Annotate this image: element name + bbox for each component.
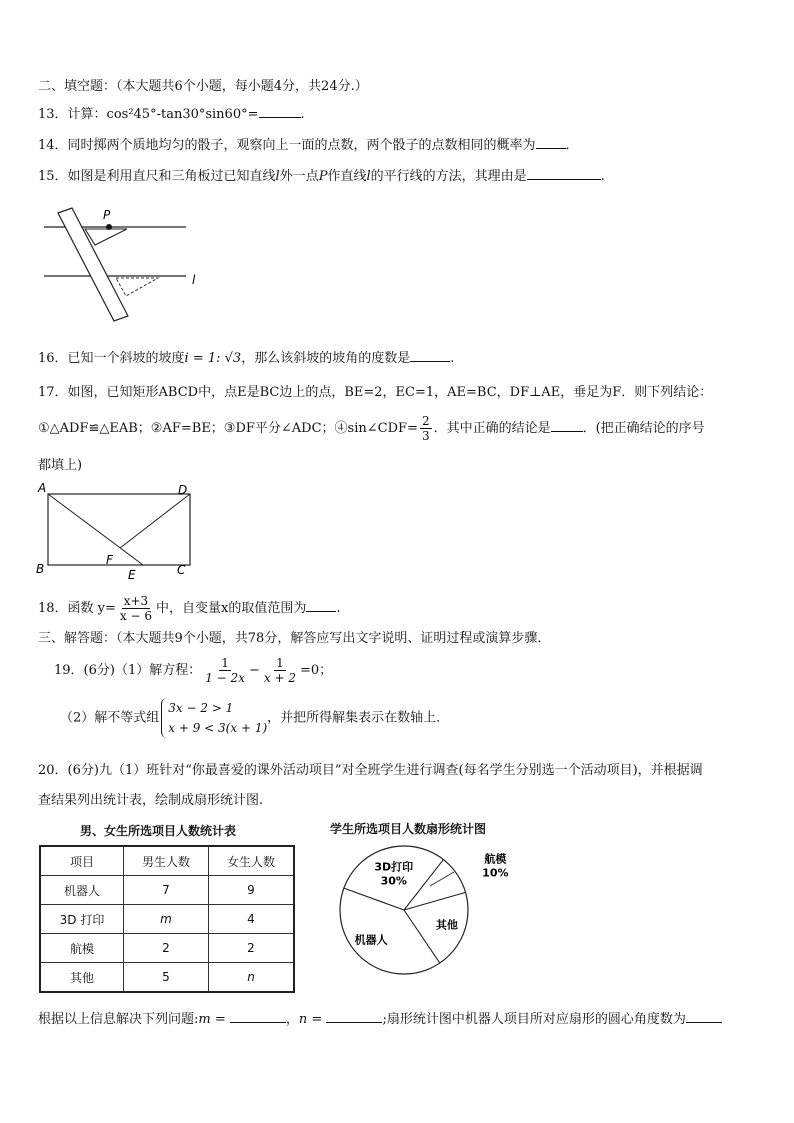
question-17-line2: ①△ADF≌△EAB；②AF=BE；③DF平分∠ADC；④sin∠CDF= $\frac{2}{3}$ ．其中正确的结论是 ．(把正确结论的序号 — [38, 414, 705, 443]
table-row — [40, 905, 294, 934]
label-e: E — [128, 568, 136, 582]
triangle-lower — [116, 278, 158, 296]
answer-blank — [686, 1009, 722, 1023]
ruler-triangle-figure — [40, 200, 210, 325]
chart-title: 学生所选项目人数扇形统计图 — [330, 822, 487, 836]
slice-label: 3D打印 — [374, 860, 414, 874]
table-cell: 3D 打印 — [40, 905, 124, 934]
table-cell: n — [209, 963, 295, 993]
segment-ae — [48, 494, 143, 565]
slice-percent-label: 30% — [380, 874, 407, 888]
table-cell: 4 — [209, 905, 295, 934]
table-cell: 9 — [209, 876, 295, 905]
slice-label: 航模 — [484, 852, 507, 866]
label-b: B — [36, 562, 45, 576]
rectangle — [48, 494, 190, 565]
question-20-line2: 查结果列出统计表，绘制成扇形统计图. — [38, 793, 264, 808]
answer-blank — [551, 418, 583, 432]
section-3-header: 三、解答题：（本大题共9个小题，共78分，解答应写出文字说明、证明过程或演算步骤． — [38, 631, 551, 646]
question-14: 14．同时掷两个质地均匀的骰子，观察向上一面的点数，两个骰子的点数相同的概率为 ． — [38, 135, 579, 155]
question-17-line3: 都填上) — [38, 458, 83, 473]
answer-blank — [527, 166, 601, 180]
question-19-part2: （2）解不等式组3x − 2 > 1 x + 9 < 3(x + 1)，并把所得解集表示在数轴上． — [60, 698, 449, 738]
question-13: 13．计算：cos²45°-tan30°sin60°= . — [38, 104, 305, 124]
table-cell: 机器人 — [40, 876, 124, 905]
label-p: P — [103, 208, 111, 222]
table-row — [40, 963, 294, 993]
table-cell: 航模 — [40, 934, 124, 963]
label-a: A — [38, 481, 47, 495]
table-header-row — [40, 846, 294, 876]
table-row — [40, 876, 294, 905]
table-row — [40, 934, 294, 963]
column-header: 女生人数 — [209, 846, 295, 876]
triangle-upper — [85, 229, 127, 245]
label-c: C — [177, 563, 186, 577]
answer-blank — [259, 104, 301, 118]
table-cell: 2 — [124, 934, 209, 963]
fraction: $\frac{2}{3}$ — [421, 414, 430, 443]
question-20-final: 根据以上信息解决下列问题:m = ，n = ;扇形统计图中机器人项目所对应扇形的圆心角度数为 — [38, 1009, 722, 1029]
question-16: 16．已知一个斜坡的坡度i = 1: √3，那么该斜坡的坡角的度数是 . — [38, 348, 454, 368]
answer-blank — [230, 1009, 286, 1023]
ruler-shape — [58, 208, 128, 321]
rectangle-abcd-figure — [36, 480, 196, 582]
column-header: 项目 — [40, 846, 124, 876]
label-l: l — [192, 273, 196, 287]
table-cell: 5 — [124, 963, 209, 993]
question-17-line1: 17．如图，已知矩形ABCD中，点E是BC边上的点，BE=2，EC=1，AE=BC，DF⊥AE，垂足为F．则下列结论： — [38, 385, 713, 400]
slice-label: 机器人 — [354, 933, 388, 947]
table-cell: 2 — [209, 934, 295, 963]
answer-blank — [536, 135, 566, 149]
pie-chart — [330, 836, 509, 986]
answer-blank — [410, 348, 450, 362]
question-18: 18．函数 y= $\frac{x+3}{x - 6}$ 中，自变量x的取值范围为 . — [38, 594, 341, 623]
question-15: 15．如图是利用直尺和三角板过已知直线l外一点P作直线l的平行线的方法，其理由是 . — [38, 166, 605, 186]
inequality-system: 3x − 2 > 1 x + 9 < 3(x + 1) — [161, 698, 267, 738]
fraction: $\frac{1}{x + 2}$ — [263, 656, 296, 685]
section-2-header: 二、填空题：（本大题共6个小题，每小题4分，共24分.） — [38, 79, 368, 94]
question-19-part1: 19．(6分)（1）解方程： $\frac{1}{1 - 2x}$ − $\frac{1}{x + 2}$ =0； — [54, 656, 333, 685]
slice-percent-label: 10% — [482, 866, 509, 880]
fraction: $\frac{x+3}{x - 6}$ — [119, 594, 153, 623]
slice-label: 其他 — [435, 918, 458, 932]
point-p — [106, 224, 112, 230]
segment-df — [120, 494, 190, 548]
answer-blank — [326, 1009, 382, 1023]
statistics-table — [39, 845, 295, 993]
label-f: F — [106, 553, 113, 567]
fraction: $\frac{1}{1 - 2x}$ — [205, 656, 245, 685]
table-cell: 其他 — [40, 963, 124, 993]
table-cell: m — [124, 905, 209, 934]
question-20-line1: 20．(6分)九（1）班针对“你最喜爱的课外活动项目”对全班学生进行调查(每名学生分别选一个活动项目)，并根据调 — [38, 763, 703, 778]
label-d: D — [178, 483, 188, 497]
table-title: 男、女生所选项目人数统计表 — [80, 824, 237, 838]
column-header: 男生人数 — [124, 846, 209, 876]
table-cell: 7 — [124, 876, 209, 905]
answer-blank — [306, 598, 336, 612]
